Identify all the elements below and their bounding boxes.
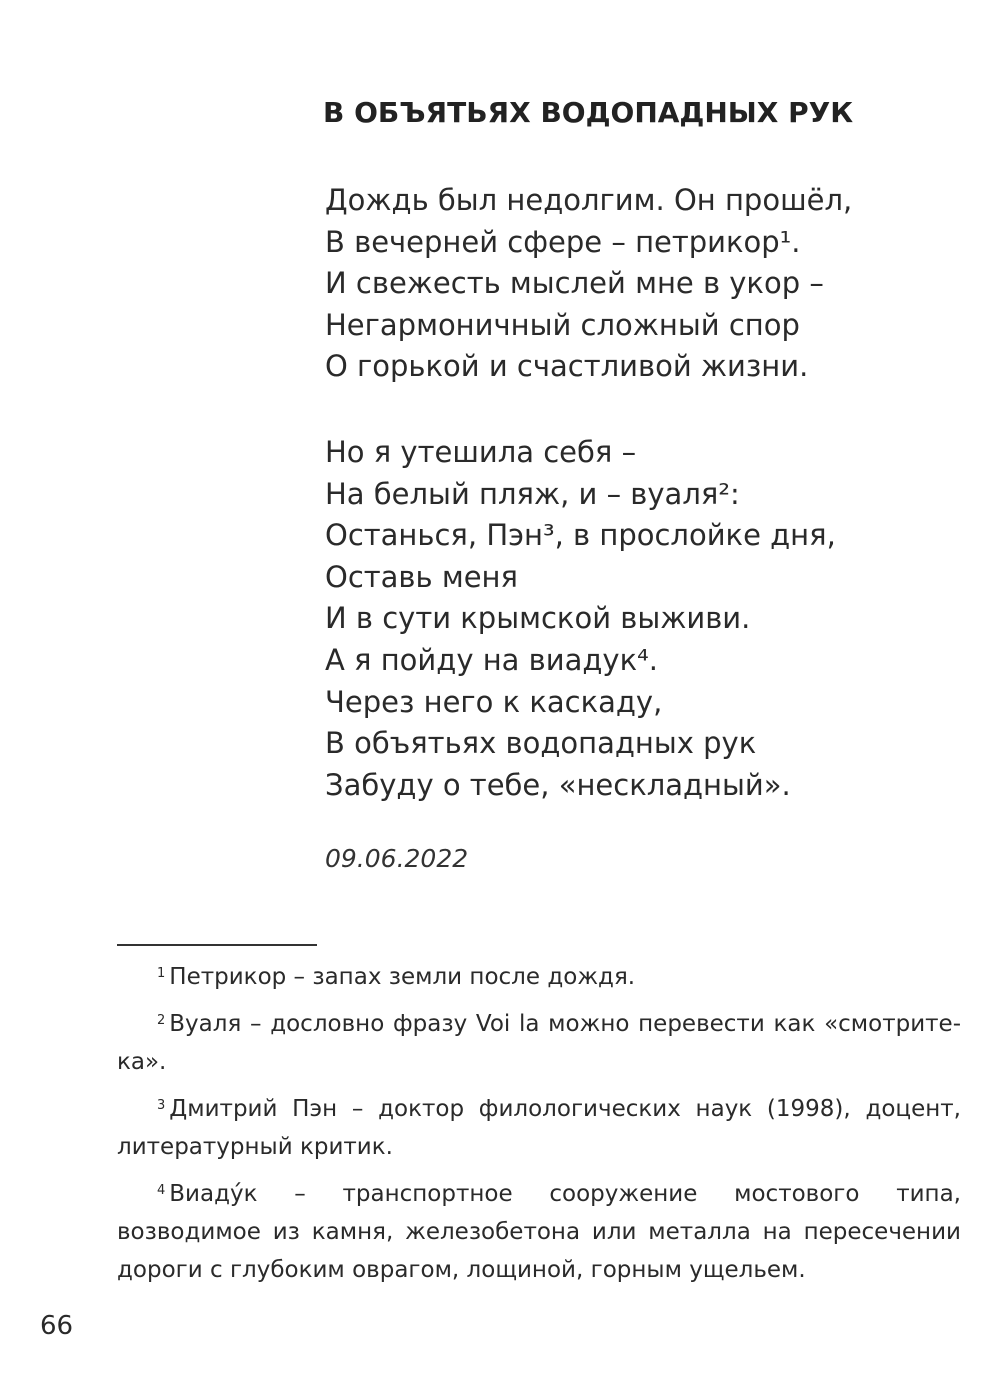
poem-title: В ОБЪЯТЬЯХ ВОДОПАДНЫХ РУК xyxy=(323,96,854,129)
footnote-marker: 1 xyxy=(157,966,166,981)
footnote-4 xyxy=(117,1172,961,1289)
footnote-3 xyxy=(117,1087,961,1166)
verse-line: На белый пляж, и – вуаля²: xyxy=(325,476,740,511)
verse-line: И в сути крымской выживи. xyxy=(325,601,751,636)
poem-date: 09.06.2022 xyxy=(325,844,469,873)
verse-line: И свежесть мыслей мне в укор – xyxy=(325,266,824,301)
footnote-marker: 4 xyxy=(157,1183,166,1198)
verse-line: Оставь меня xyxy=(325,559,518,594)
footnotes-section xyxy=(117,955,961,1295)
verse-line: Но я утешила себя – xyxy=(325,435,637,469)
verse-line: Дождь был недолгим. Он прошёл, xyxy=(325,183,853,217)
footnote-divider xyxy=(117,944,317,946)
verse-line: Останься, Пэн³, в прослойке дня, xyxy=(325,518,836,553)
footnote-text: Дмитрий Пэн – доктор филологических наук (1998), доцент, литературный критик. xyxy=(117,1096,961,1160)
footnote-text: Виаду́к – транспортное сооружение мостового типа, возводимое из камня, железобетона или металла на пересечении дороги с глубоким оврагом, лощиной, горным ущельем. xyxy=(117,1181,961,1283)
verse-line: А я пойду на виадук⁴. xyxy=(325,642,658,677)
footnote-2 xyxy=(117,1002,961,1081)
footnote-marker: 3 xyxy=(157,1098,166,1113)
stanza-2 xyxy=(325,432,836,806)
verse-line: О горькой и счастливой жизни. xyxy=(325,349,809,384)
footnote-text: Петрикор – запах земли после дождя. xyxy=(169,964,636,990)
verse-line: В вечерней сфере – петрикор¹. xyxy=(325,224,801,259)
verse-line: Через него к каскаду, xyxy=(325,684,663,719)
footnote-text: Вуаля – дословно фразу Voi la можно перевести как «смотрите-ка». xyxy=(117,1011,961,1075)
footnote-marker: 2 xyxy=(157,1013,166,1028)
stanza-1 xyxy=(325,180,852,388)
verse-line: Негармоничный сложный спор xyxy=(325,307,800,342)
footnote-1 xyxy=(117,955,961,996)
page-number: 66 xyxy=(40,1311,74,1341)
verse-line: Забуду о тебе, «нескладный». xyxy=(325,767,791,802)
verse-line: В объятьях водопадных рук xyxy=(325,726,757,761)
